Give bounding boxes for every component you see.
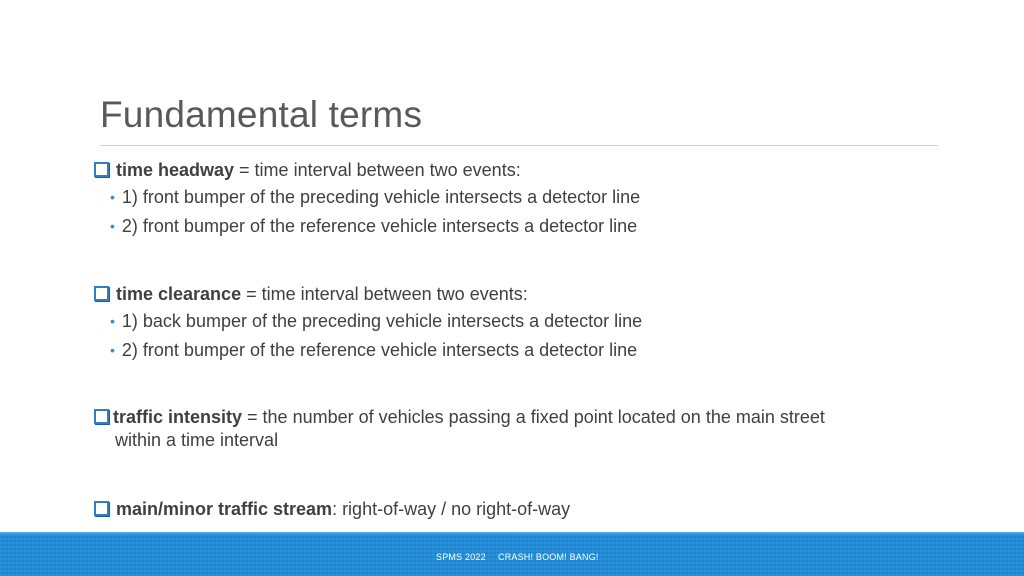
dot-bullet-icon: • <box>110 342 115 358</box>
footer-event-label: SPMS 2022 <box>436 552 486 562</box>
checkbox-bullet-icon <box>94 501 109 516</box>
dot-bullet-icon: • <box>110 313 115 329</box>
checkbox-bullet-icon <box>94 409 109 424</box>
checkbox-bullet-icon <box>94 286 109 301</box>
sub-point-text: 1) front bumper of the preceding vehicle intersects a detector line <box>121 187 641 207</box>
title-divider <box>100 145 938 146</box>
sub-point <box>110 336 642 365</box>
sub-point-text: 1) back bumper of the preceding vehicle intersects a detector line <box>121 311 643 331</box>
sub-point <box>110 183 640 212</box>
footer-highlight <box>0 532 1024 534</box>
term-line <box>116 283 528 306</box>
sub-point-text: 2) front bumper of the reference vehicle intersects a detector line <box>121 216 638 236</box>
term-traffic-intensity <box>94 406 825 452</box>
term-definition: = the number of vehicles passing a fixed point located on the main street <box>242 407 825 427</box>
term-traffic-stream <box>94 498 570 521</box>
term-name: main/minor traffic stream <box>116 499 333 519</box>
checkbox-bullet-icon <box>94 162 109 177</box>
footer-title-label: CRASH! BOOM! BANG! <box>498 552 599 562</box>
term-definition: = time interval between two events: <box>234 160 521 180</box>
term-name: time headway <box>116 160 235 180</box>
term-line <box>116 498 570 521</box>
term-line <box>113 406 825 429</box>
term-time-clearance <box>94 283 642 365</box>
term-definition: : right-of-way / no right-of-way <box>332 499 571 519</box>
sub-point-text: 2) front bumper of the reference vehicle intersects a detector line <box>121 340 638 360</box>
sub-point <box>110 307 642 336</box>
term-definition-continuation: within a time interval <box>115 430 279 450</box>
term-name: time clearance <box>116 284 242 304</box>
sub-point <box>110 212 640 241</box>
term-line <box>116 159 521 182</box>
dot-bullet-icon: • <box>110 189 115 205</box>
term-time-headway <box>94 159 640 241</box>
term-definition: = time interval between two events: <box>241 284 528 304</box>
term-name: traffic intensity <box>113 407 243 427</box>
slide-title: Fundamental terms <box>100 94 423 135</box>
dot-bullet-icon: • <box>110 218 115 234</box>
